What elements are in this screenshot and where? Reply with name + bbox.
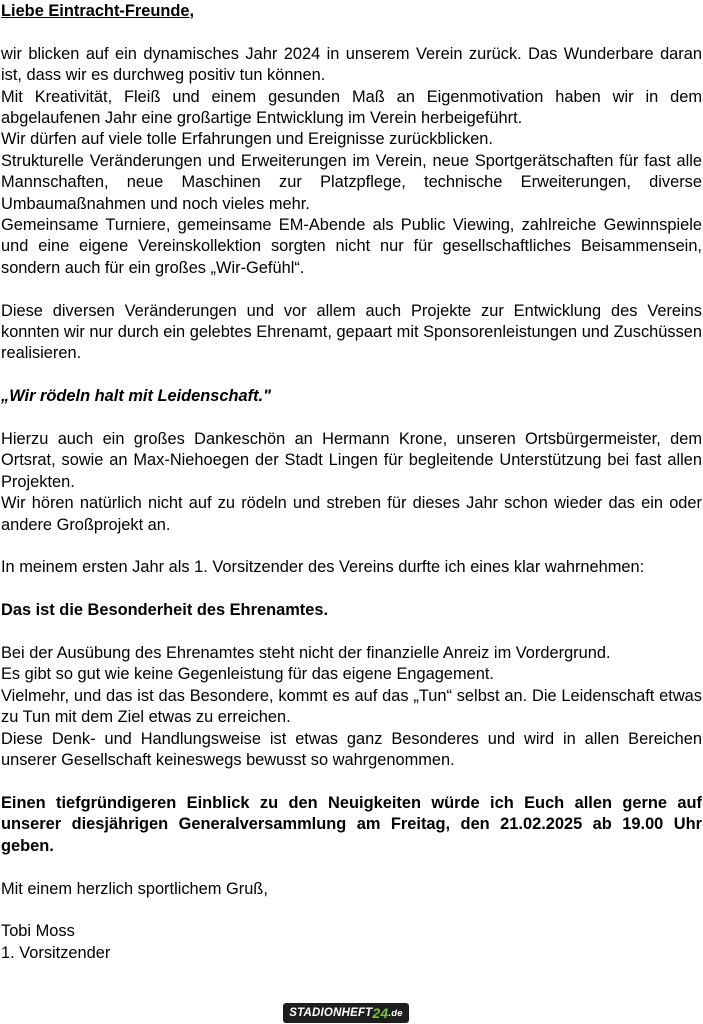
paragraph-thanks-1: Hierzu auch ein großes Dankeschön an Hermann Krone, unseren Ortsbürgermeister, dem Ortsrat, sowie an Max-Niehoegen der Stadt Lingen für begleitende Unterstützung bei fast allen Projekten. [1, 430, 702, 491]
paragraph-honor-3: Vielmehr, und das ist das Besondere, kommt es auf das „Tun“ selbst an. Die Leidenschaft etwas zu Tun mit dem Ziel etwas zu erreichen. [1, 686, 702, 727]
spacer [1, 365, 702, 386]
spacer [1, 857, 702, 878]
invitation-paragraph: Einen tiefgründigeren Einblick zu den Neuigkeiten würde ich Euch allen gerne auf unserer diesjährigen Generalversammlung am Freitag, den 21.02.2025 ab 19.00 Uhr geben. [1, 793, 702, 855]
highlight-statement: Das ist die Besonderheit des Ehrenamtes. [1, 601, 329, 620]
paragraph-intro-4: Strukturelle Veränderungen und Erweiterungen im Verein, neue Sportgerätschaften für fast alle Mannschaften, neue Maschinen zur Platzpflege, technische Erweiterungen, diverse Umbaumaßnahmen und noch vieles mehr. [1, 151, 702, 213]
letter-document [1, 1, 702, 964]
paragraph-thanks-2: Wir hören natürlich nicht auf zu rödeln und streben für dieses Jahr schon wieder das ein oder andere Großprojekt an. [1, 494, 702, 534]
signer-role: 1. Vorsitzender [1, 943, 111, 962]
spacer [1, 22, 702, 43]
spacer [1, 536, 702, 557]
paragraph-intro-3: Wir dürfen auf viele tolle Erfahrungen und Ereignisse zurückblicken. [1, 130, 493, 149]
stadionheft-logo [283, 1003, 409, 1023]
spacer [1, 408, 702, 429]
paragraph-honor-2: Es gibt so gut wie keine Gegenleistung für das eigene Engagement. [1, 665, 494, 684]
spacer [1, 900, 702, 921]
paragraph-intro-1: wir blicken auf ein dynamisches Jahr 2024 in unserem Verein zurück. Das Wunderbare daran ist, dass wir es durchweg positiv tun können. [1, 44, 702, 85]
spacer [1, 279, 702, 300]
logo-text-number: 24 [372, 1005, 389, 1021]
paragraph-volunteering: Diese diversen Veränderungen und vor allem auch Projekte zur Entwicklung des Vereins konnten wir nur durch ein gelebtes Ehrenamt, gepaart mit Sponsorenleistungen und Zuschüssen realisieren. [1, 301, 702, 363]
signer-name: Tobi Moss [1, 922, 75, 941]
paragraph-first-year: In meinem ersten Jahr als 1. Vorsitzender des Vereins durfte ich eines klar wahrnehmen: [1, 558, 645, 577]
spacer [1, 579, 702, 600]
greeting: Liebe Eintracht-Freunde, [1, 2, 195, 20]
paragraph-honor-4: Diese Denk- und Handlungsweise ist etwas ganz Besonderes und wird in allen Bereichen unserer Gesellschaft keineswegs bewusst so wahrgenommen. [1, 729, 702, 770]
paragraph-intro-2: Mit Kreativität, Fleiß und einem gesunden Maß an Eigenmotivation haben wir in dem abgelaufenen Jahr eine großartige Entwicklung im Verein herbeigeführt. [1, 87, 702, 128]
motto-quote: „Wir rödeln halt mit Leidenschaft." [1, 387, 271, 406]
spacer [1, 622, 702, 643]
logo-text-main: STADIONHEFT [289, 1007, 373, 1019]
spacer [1, 772, 702, 793]
paragraph-honor-1: Bei der Ausübung des Ehrenamtes steht nicht der finanzielle Anreiz im Vordergrund. [1, 644, 611, 663]
logo-text-tld: .de [388, 1007, 403, 1019]
closing-line: Mit einem herzlich sportlichem Gruß, [1, 879, 268, 898]
paragraph-intro-5: Gemeinsame Turniere, gemeinsame EM-Abende als Public Viewing, zahlreiche Gewinnspiele und eine eigene Vereinskollektion sorgten nicht nur für gesellschaftliches Beisammensein, sondern auch für ein großes „Wir-Gefühl“. [1, 216, 702, 277]
